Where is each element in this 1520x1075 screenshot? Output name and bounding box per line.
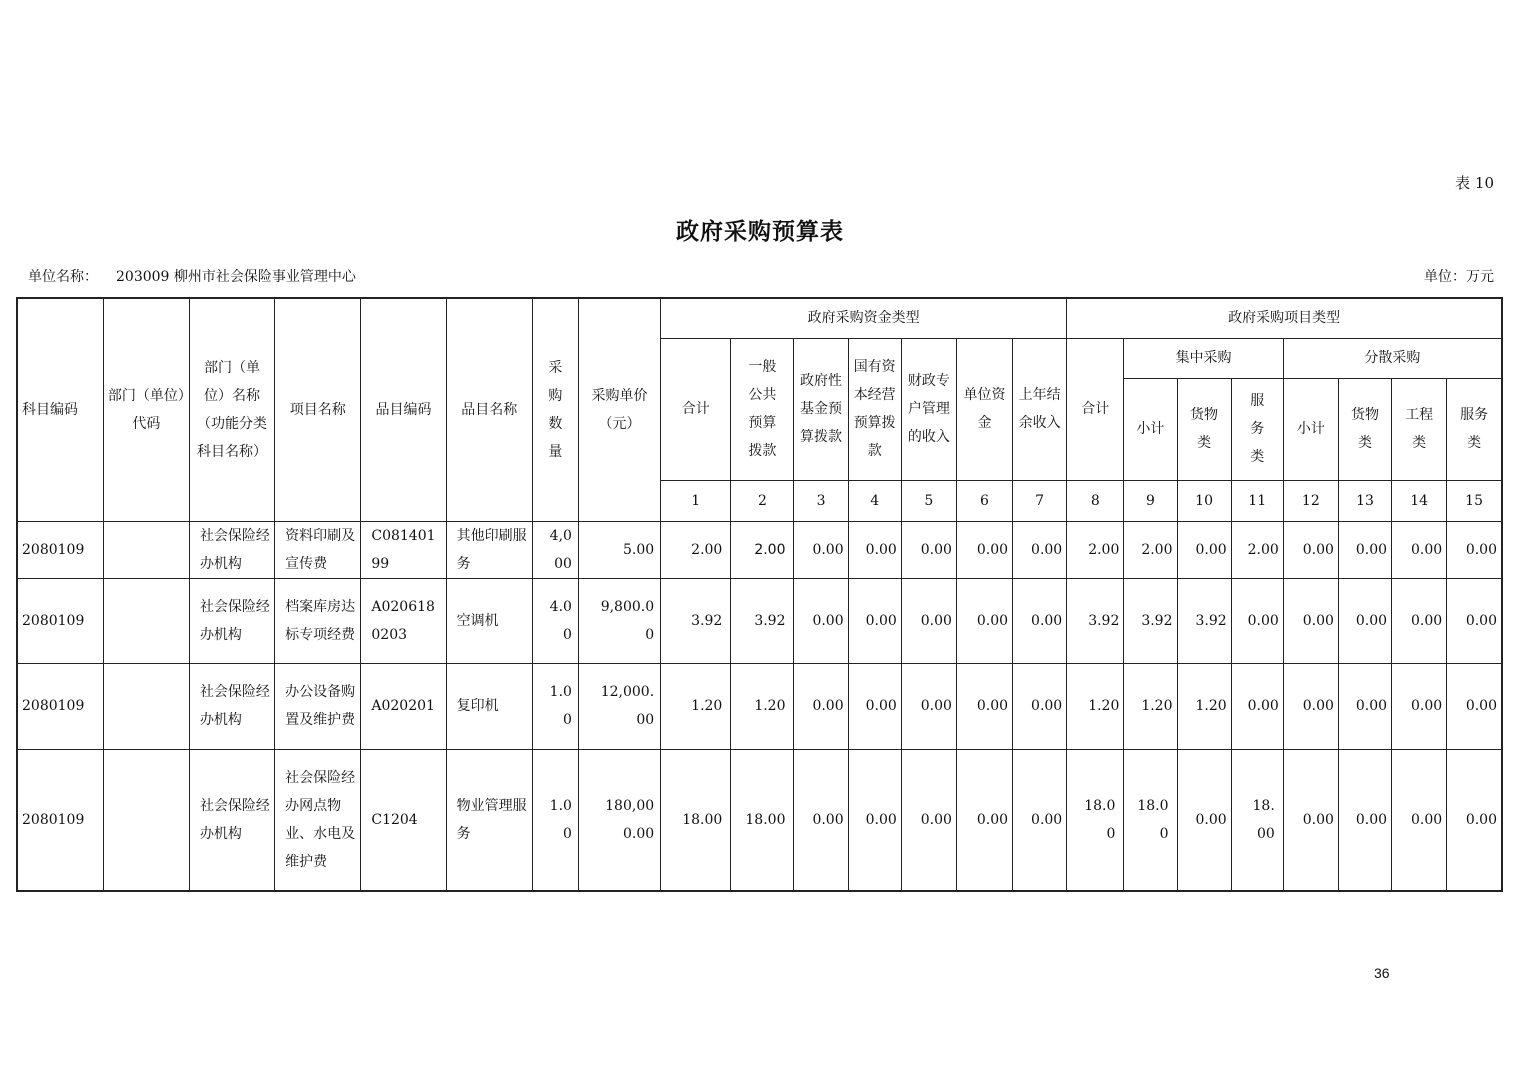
- cell-value: 0.00: [1013, 521, 1067, 578]
- header-dispersed-works: 工程类: [1392, 378, 1447, 480]
- cell-dept-code: [103, 663, 189, 749]
- cell-dept-name: 社会保险经办机构: [189, 749, 274, 891]
- cell-value: 2.00: [1231, 521, 1283, 578]
- cell-unit-price: 9,800.00: [578, 578, 660, 663]
- cell-value: 0.00: [1447, 749, 1502, 891]
- cell-value: 3.92: [1124, 578, 1177, 663]
- unit-name-label: 单位名称：: [28, 269, 98, 285]
- cell-dept-name: 社会保险经办机构: [189, 521, 274, 578]
- cell-value: 0.00: [794, 663, 848, 749]
- table-row: [17, 663, 1502, 749]
- cell-subject-code: 2080109: [17, 749, 103, 891]
- column-number: 3: [794, 480, 848, 521]
- cell-value: 0.00: [1177, 749, 1231, 891]
- column-number: 8: [1067, 480, 1124, 521]
- cell-value: 0.00: [1447, 578, 1502, 663]
- header-item-name: 品目名称: [446, 298, 532, 521]
- cell-value: 18.00: [731, 749, 794, 891]
- cell-value: 18.00: [1124, 749, 1177, 891]
- cell-quantity: 4.00: [532, 578, 578, 663]
- cell-subject-code: 2080109: [17, 521, 103, 578]
- cell-value: 0.00: [956, 521, 1012, 578]
- cell-item-code: A0206180203: [361, 578, 446, 663]
- header-dispersed-goods: 货物类: [1338, 378, 1391, 480]
- cell-value: 0.00: [1392, 663, 1447, 749]
- cell-value: 0.00: [1177, 521, 1231, 578]
- cell-value: 0.00: [848, 578, 901, 663]
- cell-value: 0.00: [794, 578, 848, 663]
- cell-value: 0.00: [1231, 578, 1283, 663]
- header-central-subtotal: 小计: [1124, 378, 1177, 480]
- cell-value: 0.00: [848, 521, 901, 578]
- cell-value: 0.00: [956, 578, 1012, 663]
- table-row: [17, 578, 1502, 663]
- cell-subject-code: 2080109: [17, 578, 103, 663]
- unit-name-line: [28, 266, 356, 286]
- cell-value: 0.00: [1231, 663, 1283, 749]
- header-project-total: 合计: [1067, 338, 1124, 480]
- column-number: 14: [1392, 480, 1447, 521]
- column-number: 15: [1447, 480, 1502, 521]
- header-project-type-group: 政府采购项目类型: [1067, 298, 1502, 338]
- cell-value: 1.20: [731, 663, 794, 749]
- cell-unit-price: 12,000.00: [578, 663, 660, 749]
- cell-value: 0.00: [901, 749, 956, 891]
- column-number: 4: [848, 480, 901, 521]
- cell-dept-code: [103, 749, 189, 891]
- header-central-goods: 货物类: [1177, 378, 1231, 480]
- cell-value: 0.00: [848, 749, 901, 891]
- header-central-service: 服务类: [1231, 378, 1283, 480]
- header-unit-price: 采购单价（元）: [578, 298, 660, 521]
- currency-unit: 单位：万元: [1424, 269, 1494, 285]
- cell-item-code: C08140199: [361, 521, 446, 578]
- cell-value: 0.00: [1283, 663, 1338, 749]
- cell-value: 0.00: [1283, 521, 1338, 578]
- column-number: 10: [1177, 480, 1231, 521]
- cell-value: 0.00: [1338, 749, 1391, 891]
- column-number: 13: [1338, 480, 1391, 521]
- cell-project-name: 办公设备购置及维护费: [275, 663, 361, 749]
- unit-name-value: 203009 柳州市社会保险事业管理中心: [116, 269, 356, 285]
- cell-value: 18.00: [1067, 749, 1124, 891]
- header-fund-total: 合计: [661, 338, 731, 480]
- cell-project-name: 档案库房达标专项经费: [275, 578, 361, 663]
- cell-value: 0.00: [901, 663, 956, 749]
- cell-value: 2.00: [1124, 521, 1177, 578]
- column-number: 6: [956, 480, 1012, 521]
- cell-value: 0.00: [794, 521, 848, 578]
- header-quantity: 采购数量: [532, 298, 578, 521]
- cell-value: 2.00: [1067, 521, 1124, 578]
- cell-value: 1.20: [1067, 663, 1124, 749]
- table-number: 表 10: [1455, 174, 1494, 192]
- cell-value: 0.00: [1013, 749, 1067, 891]
- cell-dept-name: 社会保险经办机构: [189, 663, 274, 749]
- procurement-budget-table: [16, 297, 1503, 892]
- cell-item-code: C1204: [361, 749, 446, 891]
- cell-value: 1.20: [1124, 663, 1177, 749]
- page-title: 政府采购预算表: [676, 218, 844, 245]
- cell-item-code: A020201: [361, 663, 446, 749]
- cell-quantity: 1.00: [532, 749, 578, 891]
- cell-value: 0.00: [1392, 521, 1447, 578]
- column-number: 9: [1124, 480, 1177, 521]
- cell-value: 0.00: [956, 749, 1012, 891]
- header-dept-code: 部门（单位）代码: [103, 298, 189, 521]
- cell-value: 3.92: [731, 578, 794, 663]
- cell-value: 0.00: [794, 749, 848, 891]
- column-number: 5: [901, 480, 956, 521]
- header-dispersed-procurement: 分散采购: [1283, 338, 1502, 378]
- header-unit-fund: 单位资金: [956, 338, 1012, 480]
- cell-item-name: 其他印刷服务: [446, 521, 532, 578]
- header-dispersed-service: 服务类: [1447, 378, 1502, 480]
- cell-value: 0.00: [901, 521, 956, 578]
- column-number: 7: [1013, 480, 1067, 521]
- cell-item-name: 空调机: [446, 578, 532, 663]
- cell-value: 0.00: [1013, 578, 1067, 663]
- header-fund-type-group: 政府采购资金类型: [661, 298, 1067, 338]
- page-number: 36: [1374, 965, 1390, 981]
- cell-value: 3.92: [1177, 578, 1231, 663]
- cell-value: 0.00: [1392, 578, 1447, 663]
- cell-value: 0.00: [1447, 521, 1502, 578]
- cell-value: 0.00: [901, 578, 956, 663]
- cell-value: 0.00: [956, 663, 1012, 749]
- cell-unit-price: 180,000.00: [578, 749, 660, 891]
- header-central-procurement: 集中采购: [1124, 338, 1283, 378]
- cell-subject-code: 2080109: [17, 663, 103, 749]
- cell-quantity: 4,000: [532, 521, 578, 578]
- table-row: [17, 749, 1502, 891]
- header-gov-fund: 政府性基金预算拨款: [794, 338, 848, 480]
- column-number: 2: [731, 480, 794, 521]
- column-number: 11: [1231, 480, 1283, 521]
- table-row: [17, 521, 1502, 578]
- cell-value: 18.00: [1231, 749, 1283, 891]
- header-item-code: 品目编码: [361, 298, 446, 521]
- cell-dept-name: 社会保险经办机构: [189, 578, 274, 663]
- cell-value: 0.00: [1283, 749, 1338, 891]
- cell-item-name: 复印机: [446, 663, 532, 749]
- cell-value: 1.20: [1177, 663, 1231, 749]
- header-subject-code: 科目编码: [17, 298, 103, 521]
- cell-value: 0.00: [848, 663, 901, 749]
- header-prior-balance: 上年结余收入: [1013, 338, 1067, 480]
- cell-dept-code: [103, 578, 189, 663]
- cell-value: 0.00: [1392, 749, 1447, 891]
- column-number: 12: [1283, 480, 1338, 521]
- cell-dept-code: [103, 521, 189, 578]
- header-state-capital: 国有资本经营预算拨款: [848, 338, 901, 480]
- cell-value: 2.00: [731, 521, 794, 578]
- cell-value: 0.00: [1283, 578, 1338, 663]
- cell-value: 2.00: [661, 521, 731, 578]
- header-general-budget: 一般公共预算拨款: [731, 338, 794, 480]
- cell-item-name: 物业管理服务: [446, 749, 532, 891]
- cell-unit-price: 5.00: [578, 521, 660, 578]
- cell-quantity: 1.00: [532, 663, 578, 749]
- header-project-name: 项目名称: [275, 298, 361, 521]
- cell-value: 0.00: [1338, 521, 1391, 578]
- cell-value: 0.00: [1338, 663, 1391, 749]
- cell-value: 1.20: [661, 663, 731, 749]
- cell-value: 18.00: [661, 749, 731, 891]
- column-number: 1: [661, 480, 731, 521]
- cell-value: 3.92: [661, 578, 731, 663]
- cell-value: 3.92: [1067, 578, 1124, 663]
- cell-value: 0.00: [1013, 663, 1067, 749]
- header-dept-name: 部门（单位）名称（功能分类科目名称）: [189, 298, 274, 521]
- header-dispersed-subtotal: 小计: [1283, 378, 1338, 480]
- cell-project-name: 资料印刷及宣传费: [275, 521, 361, 578]
- header-fiscal-account: 财政专户管理的收入: [901, 338, 956, 480]
- cell-value: 0.00: [1447, 663, 1502, 749]
- cell-project-name: 社会保险经办网点物业、水电及维护费: [275, 749, 361, 891]
- cell-value: 0.00: [1338, 578, 1391, 663]
